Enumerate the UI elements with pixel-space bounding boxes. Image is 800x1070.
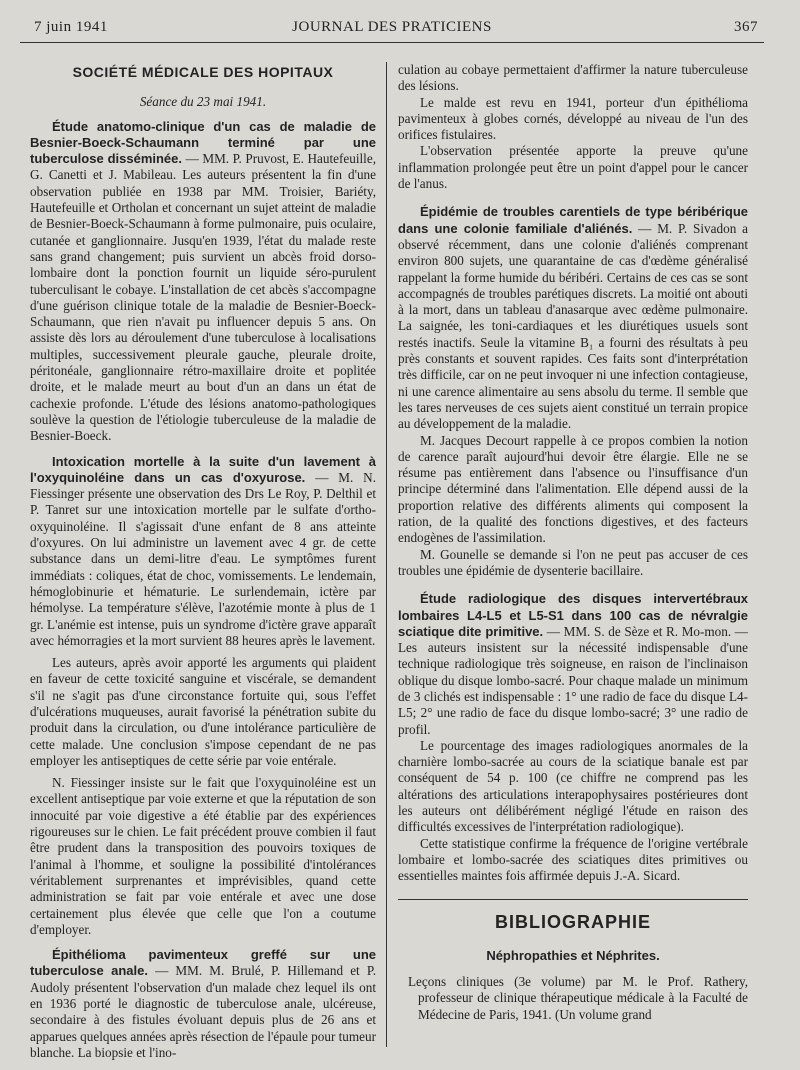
article-paragraph: Les auteurs, après avoir apporté les arguments qui plaident en faveur de cette toxicité sanguine et viscérale, se demandent s'il ne s'agit pas d'une circonstance fortuite qui, sous l'effet d'ulcérations muqueuses, aurait favorisé la pénétration subite du produit dans la circulation, ou d'une intolérance particulière de cette malade. Une conclusion s'impose cependant de ne pas employer les antiseptiques de cette série par voie entérale. (30, 655, 376, 768)
article-oxyquinoleine (30, 454, 376, 939)
article-title: Étude radiologique des disques intervertébraux lombaires L4-L5 et L5-S1 dans 100 cas de névralgie sciatique dite primitive. (398, 591, 748, 639)
article-title: Épidémie de troubles carentiels de type béribérique dans une colonie familiale d'aliénés. (398, 204, 748, 236)
article-paragraph: Cette statistique confirme la fréquence de l'origine vertébrale lombaire et lombo-sacrée des sciatiques dites primitives ou essentielles maintes fois affirmée depuis J.-A. Sicard. (398, 835, 748, 884)
article-beriberi (398, 204, 748, 579)
header-date: 7 juin 1941 (34, 19, 108, 35)
seance-date: Séance du 23 mai 1941. (139, 94, 267, 110)
header-page-number: 367 (734, 19, 758, 35)
article-title: Intoxication mortelle à la suite d'un lavement à l'oxyquinoléine dans un cas d'oxyurose. (30, 453, 376, 485)
left-column (30, 62, 376, 1070)
right-column (398, 62, 748, 1023)
article-paragraph: M. Gounelle se demande si l'on ne peut pas accuser de ces troubles une épidémie de dysenterie bacillaire. (398, 546, 748, 578)
article-besnier-boeck (30, 119, 376, 445)
header-journal-title: JOURNAL DES PRATICIENS (292, 19, 492, 35)
article-body: — MM. P. Pruvost, E. Hautefeuille, G. Canetti et J. Mabileau. Les auteurs présentent la fin d'une observation publiée en 1938 par MM. Troisier, Bariéty, Hautefeuille et Ortholan et concernant un sujet atteint de maladie de Besnier-Boeck-Schaumann à forme pulmonaire, puis oculaire, cutanée et ganglionnaire. Jusqu'en 1939, l'état du malade reste sans grand changement; puis survient un abcès froid dorso-lombaire dont la ponction fournit un liquide séro-purulent tuberculisant le cobaye. L'installation de cet abcès s'accompagne d'une guérison clinique totale de la maladie de Besnier-Boeck-Schaumann, que rien n'avait pu influencer depuis 5 ans. On assiste dès lors au déroulement d'une tuberculose à localisations multiples, successivement pleurale gauche, pleurale droite, péritonéale, ganglionnaire rétro-maxillaire droite et poplitée droite, et le malade meurt au bout d'un an dans un état de cachexie profonde. L'étude des lésions anatomo-pathologiques soulève la question de l'étiologie tuberculeuse de la maladie de Besnier-Boeck. (30, 151, 376, 444)
article-title: Épithélioma pavimenteux greffé sur une tuberculose anale. (30, 947, 376, 979)
article-paragraph: Le pourcentage des images radiologiques anormales de la charnière lombo-sacrée au cours de la sciatique banale est par conséquent de 54 p. 100 (ce chiffre ne comprend pas les altérations des articulations interapophysaires postérieures dont les auteurs ont délibérément négligé l'étude en raison des difficultés excessives de l'interprétation radiologique). (398, 737, 748, 835)
article-paragraph: Le malde est revu en 1941, porteur d'un épithélioma pavimenteux à globes cornés, développé au niveau de l'un des orifices fistulaires. (398, 94, 748, 143)
article-title: Étude anatomo-clinique d'un cas de maladie de Besnier-Boeck-Schaumann terminé par une tuberculose disséminée. (30, 118, 376, 167)
running-header (20, 16, 764, 43)
bibliography-title: BIBLIOGRAPHIE (398, 899, 748, 930)
article-body: — MM. M. Brulé, P. Hillemand et P. Audoly présentent l'observation d'un malade chez lequel ils ont en 1936 porté le diagnostic de tuberculose anale, ulcéreuse, secondaire à des fistules évoluant depuis plus de 26 ans et apparues quelques années après résection de l'épaule pour tumeur blanche. La biopsie et l'ino- (30, 963, 377, 1060)
section-title: SOCIÉTÉ MÉDICALE DES HOPITAUX (72, 64, 334, 80)
column-divider (386, 62, 387, 1047)
article-paragraph: culation au cobaye permettaient d'affirmer la nature tuberculeuse des lésions. (398, 62, 748, 94)
bibliography-entry: Leçons cliniques (3e volume) par M. le Prof. Rathery, professeur de clinique thérapeutique médicale à la Faculté de Médecine de Paris, 1941. (Un volume grand (408, 974, 748, 1022)
article-disques-intervertebraux (398, 591, 748, 884)
article-body: — M. N. Fiessinger présente une observation des Drs Le Roy, P. Delthil et P. Tanret sur une intoxication mortelle par le sulfate d'ortho-oxyquinoléine. Il s'agissait d'une enfant de 8 ans atteinte d'oxyures. On lui administre un lavement avec 4 gr. de cette substance dans un demi-litre d'eau. Le symptômes furent immédiats : coliques, état de choc, vomissements. Le lendemain, hémoglobinurie et hématurie. Le surlendemain, ictère par hémolyse. La température s'élève, l'azotémie monte à plus de 1 gr. L'anémie est intense, puis un syndrome d'ictère grave apparaît avec hémorragies et la mort survient 88 heures après le lavement. (30, 469, 376, 648)
article-body: — M. P. Sivadon a observé récemment, dans une colonie d'aliénés comprenant environ 800 sujets, une quarantaine de cas d'œdème généralisé rappelant la forme humide du béribéri. Certains de ces cas se sont accompagnés de troubles parétiques discrets. La moitié ont abouti à la mort, dans un tableau d'anasarque avec œdème pulmonaire. La saignée, les toni-cardiaques et les diurétiques usuels sont restés inactifs. Seule la vitamine B₁ a fourni des résultats à peu près constants et souvent rapides. Ces faits sont d'interprétation très difficile, car on ne peut invoquer ni une infection contagieuse, ni une carence alimentaire au sens absolu du terme. Il semble que les tares nerveuses de ces sujets aient constitué un terrain propice au développement de la maladie. (398, 220, 748, 432)
bibliography-subtitle: Néphropathies et Néphrites. (486, 947, 660, 963)
article-body: — MM. S. de Sèze et R. Mo-mon. — Les auteurs insistent sur la nécessité indispensable d'une technique radiologique très soigneuse, en raison de l'inclinaison oblique du disque lombo-sacré. Pour chaque malade un minimum de 3 clichés est indispensable : 1° une radio de face du disque L4-L5; 2° une radio de face du disque lombo-sacré; 3° une radio de profil. (398, 623, 748, 737)
article-paragraph: L'observation présentée apporte la preuve qu'une inflammation prolongée peut être un point d'appel pour le cancer de l'anus. (398, 143, 748, 192)
article-paragraph: M. Jacques Decourt rappelle à ce propos combien la notion de carence paraît aujourd'hui devoir être élargie. Elle ne se résume pas entièrement dans l'absence ou l'insuffisance d'un principe déterminé dans l'alimentation. Elle dépend aussi de la proportion relative des différents aliments qui composent la ration, de la qualité des fonctions digestives, et des facteurs endogènes de l'assimilation. (398, 432, 748, 546)
article-epithelioma (30, 947, 376, 1061)
article-epithelioma-continued (398, 62, 748, 192)
article-paragraph: N. Fiessinger insiste sur le fait que l'oxyquinoléine est un excellent antiseptique par voie externe et que la réputation de son innocuité par voie digestive a été établie par des expériences rigoureuses sur le chien. Le fait précédent prouve combien il faut être prudent dans la transposition des pouvoirs toxiques de l'animal à l'homme, et souligne la possibilité d'intolérances véritablement surprenantes et imprévisibles, quand cette administration se fait par voie entérale et avec une dose certainement plus élevée que celle que l'on a coutume d'employer. (30, 775, 376, 937)
